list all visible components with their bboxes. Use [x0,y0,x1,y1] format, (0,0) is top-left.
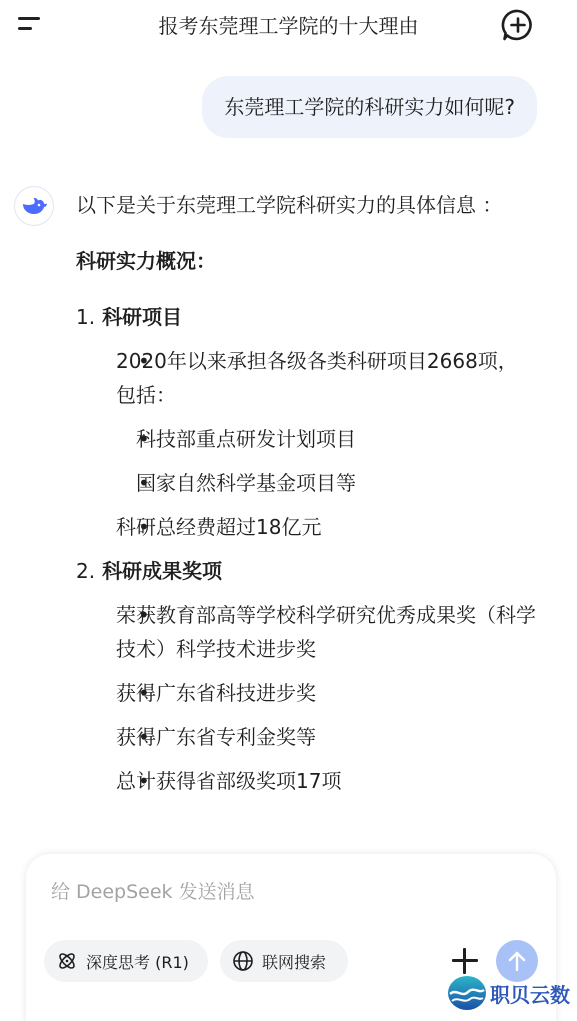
answer-heading: 科研实力概况： [76,249,216,273]
user-message-bubble[interactable]: 东莞理工学院的科研实力如何呢? [202,76,537,138]
send-arrow-icon [507,950,527,972]
bullet-list [76,344,536,544]
section-number: 1. [76,305,96,329]
deepseek-whale-icon [14,186,54,226]
section-title-text: 科研项目 [102,305,183,329]
assistant-answer [76,188,536,808]
section-title [76,300,536,334]
new-chat-icon[interactable] [501,8,535,42]
web-search-label: 联网搜索 [262,952,327,972]
message-input[interactable] [51,872,511,912]
header [0,0,577,50]
bullet-list [76,598,536,798]
section-title-text: 科研成果奖项 [102,559,223,583]
list-item: • 获得广东省专利金奖等 [116,720,536,754]
sub-list-item: • 国家自然科学基金项目等 [136,466,536,500]
sub-list-item: • 科技部重点研发计划项目 [136,422,536,456]
list-item: • 总计获得省部级奖项17项 [116,764,536,798]
watermark-text: 职贝云数 [490,982,570,1007]
chat-title: 报考东莞理工学院的十大理由 [158,14,419,38]
deep-think-label: 深度思考 (R1) [86,952,189,972]
globe-icon [232,950,254,972]
list-item [116,344,536,500]
section-title [76,554,536,588]
list-item: • 获得广东省科技进步奖 [116,676,536,710]
sub-bullet-list [116,422,536,500]
answer-intro: 以下是关于东莞理工学院科研实力的具体信息 ： [76,193,503,217]
watermark-logo-icon [446,974,488,1012]
list-item: • 科研总经费超过18亿元 [116,510,536,544]
deep-think-button[interactable] [44,940,208,982]
deep-think-icon [56,950,78,972]
list-item-text: 2020年以来承担各级各类科研项目2668项，包括： [116,349,518,407]
watermark [446,972,570,1014]
list-item: • 荣获教育部高等学校科学研究优秀成果奖（科学技术）科学技术进步奖 [116,598,536,666]
web-search-button[interactable] [220,940,348,982]
section-number: 2. [76,559,96,583]
